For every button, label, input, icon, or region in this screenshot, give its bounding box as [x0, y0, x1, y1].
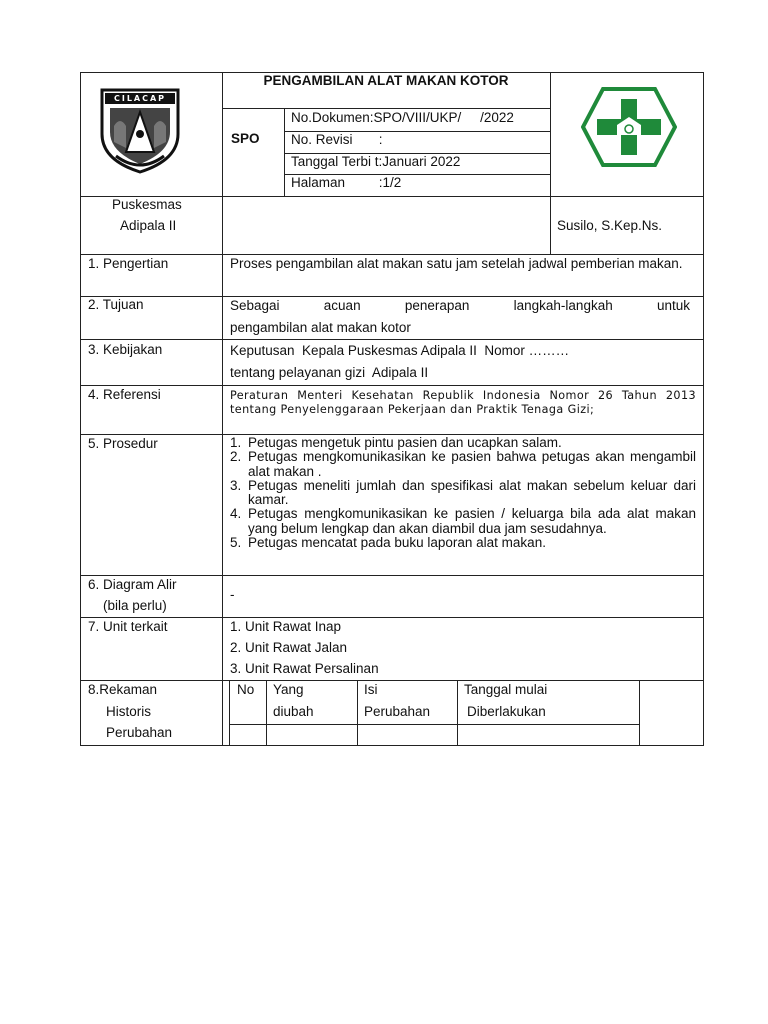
revision-col-isi-line1: Isi — [364, 682, 378, 697]
row-label-rekaman-line1: 8.Rekaman — [88, 682, 158, 697]
row-label-referensi: 4. Referensi — [88, 387, 161, 402]
row-label-rekaman-line3: Perubahan — [106, 725, 173, 740]
signatory-name: Susilo, S.Kep.Ns. — [557, 218, 663, 233]
prosedur-step: 3. Petugas meneliti jumlah dan spesifikasi alat makan sebelum keluar dari kamar. — [230, 477, 696, 508]
document-number: No.Dokumen:SPO/VIII/UKP/ /2022 — [291, 110, 514, 125]
organization-name-line1: Puskesmas — [112, 197, 182, 212]
tujuan-text-line2: pengambilan alat makan kotor — [230, 320, 411, 335]
referensi-text: Peraturan Menteri Kesehatan Republik Indonesia Nomor 26 Tahun 2013 tentang Penyelenggaraan Pekerjaan dan Praktik Tenaga Gizi; — [230, 389, 696, 416]
issue-date: Tanggal Terbi t:Januari 2022 — [291, 154, 461, 169]
revision-col-tanggal-line2: Diberlakukan — [467, 704, 546, 719]
diagram-value: - — [230, 587, 235, 602]
revision-col-no: No — [237, 682, 255, 697]
revision-col-isi-line2: Perubahan — [364, 704, 431, 719]
spo-label: SPO — [231, 131, 260, 146]
row-label-rekaman-line2: Historis — [106, 704, 152, 719]
unit-item: 2. Unit Rawat Jalan — [230, 640, 348, 655]
prosedur-steps — [230, 436, 696, 550]
row-label-diagram-line2: (bila perlu) — [103, 598, 167, 613]
organization-name-line2: Adipala II — [120, 218, 177, 233]
row-label-pengertian: 1. Pengertian — [88, 256, 169, 271]
tujuan-text-line1: Sebagai acuan penerapan langkah-langkah untuk — [230, 298, 690, 313]
row-label-tujuan: 2. Tujuan — [88, 297, 144, 312]
cilacap-emblem-logo — [96, 82, 184, 174]
emblem-lettering: CILACAP — [113, 94, 167, 103]
kebijakan-text-line1: Keputusan Kepala Puskesmas Adipala II Nomor ……… — [230, 343, 570, 358]
unit-item: 1. Unit Rawat Inap — [230, 619, 342, 634]
prosedur-step: 2. Petugas mengkomunikasikan ke pasien bahwa petugas akan mengambil alat makan . — [230, 449, 696, 479]
row-label-unit-terkait: 7. Unit terkait — [88, 619, 168, 634]
row-label-prosedur: 5. Prosedur — [88, 436, 158, 451]
document-title: PENGAMBILAN ALAT MAKAN KOTOR — [263, 73, 509, 88]
revision-number: No. Revisi : — [291, 132, 383, 147]
prosedur-step: 1. Petugas mengetuk pintu pasien dan ucapkan salam. — [230, 435, 562, 450]
revision-col-tanggal-line1: Tanggal mulai — [464, 682, 548, 697]
pengertian-text: Proses pengambilan alat makan satu jam setelah jadwal pemberian makan. — [230, 256, 683, 271]
row-label-diagram-line1: 6. Diagram Alir — [88, 577, 177, 592]
revision-col-yang-line2: diubah — [273, 704, 314, 719]
kebijakan-text-line2: tentang pelayanan gizi Adipala II — [230, 365, 429, 380]
prosedur-step: 5. Petugas mencatat pada buku laporan alat makan. — [230, 535, 546, 551]
row-label-kebijakan: 3. Kebijakan — [88, 342, 163, 357]
revision-col-yang-line1: Yang — [273, 682, 304, 697]
unit-item: 3. Unit Rawat Persalinan — [230, 661, 379, 676]
page-number: Halaman :1/2 — [291, 175, 402, 190]
prosedur-step: 4. Petugas mengkomunikasikan ke pasien / keluarga bila ada alat makan yang belum lengkap dan akan diambil dua jam sesudahnya. — [230, 506, 696, 536]
puskesmas-logo — [581, 87, 677, 167]
